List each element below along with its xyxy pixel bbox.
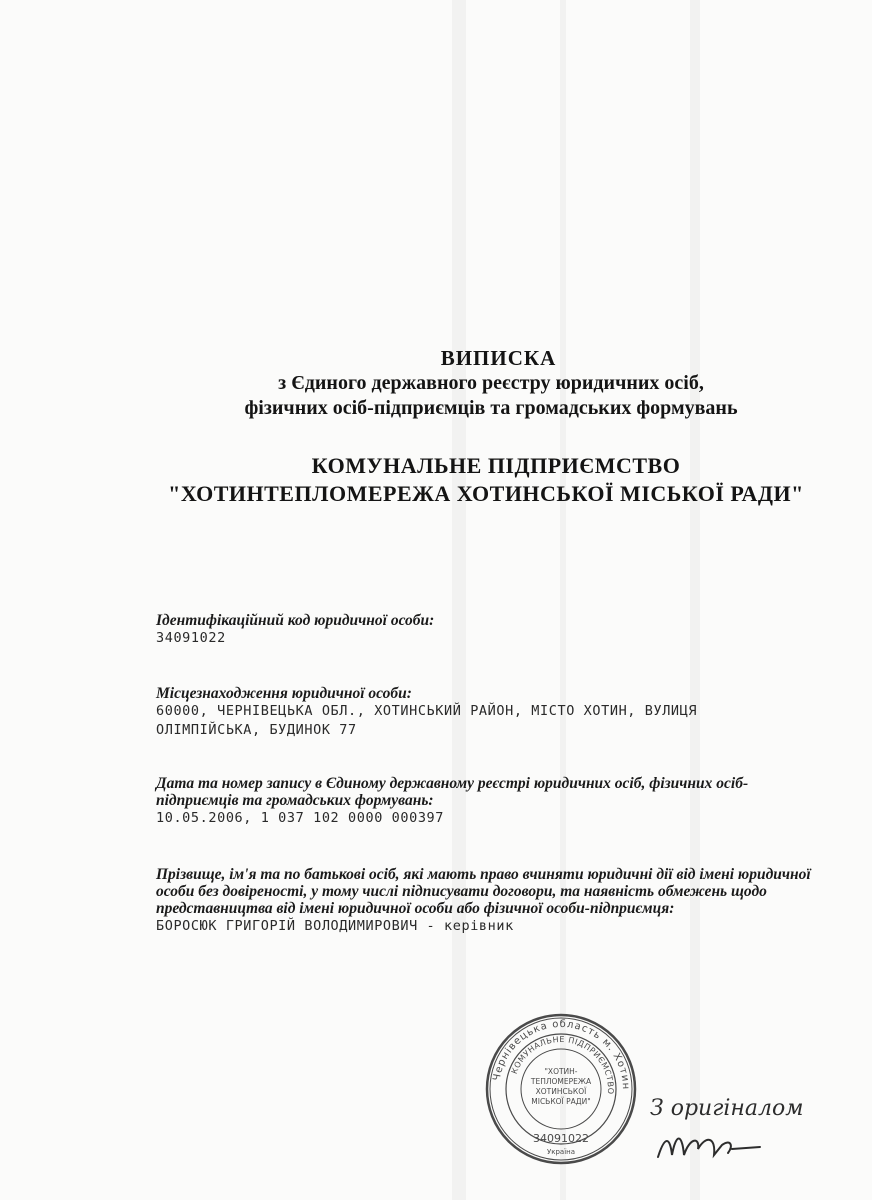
identification-code-label: Ідентифікаційний код юридичної особи:: [156, 612, 435, 629]
authorized-persons-field: [156, 866, 816, 936]
scan-streak: [452, 0, 466, 1200]
document-title: ВИПИСКА: [440, 346, 557, 370]
document-header: [0, 345, 872, 421]
document-subtitle-line1: з Єдиного державного реєстру юридичних осіб,: [278, 372, 704, 394]
authorized-persons-label: Прізвище, ім'я та по батькові осіб, які мають право вчиняти юридичні дії від імені юридичної особи без довіреності, у тому числі підписувати договори, та наявність обмежень щодо представництва від імені юридичної особи або фізичної особи-підприємця:: [156, 866, 811, 917]
seal-country: Україна: [546, 1148, 576, 1156]
location-label: Місцезнаходження юридичної особи:: [156, 685, 412, 702]
seal-code: 34091022: [533, 1132, 589, 1145]
location-field: [156, 685, 806, 740]
registration-record-label: Дата та номер запису в Єдиному державному реєстрі юридичних осіб, фізичних осіб-підприємців та громадських формувань:: [156, 775, 749, 809]
seal-center-line2: ТЕПЛОМЕРЕЖА: [530, 1077, 592, 1086]
organization-type: КОМУНАЛЬНЕ ПІДПРИЄМСТВО: [311, 453, 681, 478]
seal-center-line4: МІСЬКОЇ РАДИ": [531, 1097, 591, 1106]
registration-record-value: 10.05.2006, 1 037 102 0000 000397: [156, 810, 445, 826]
seal-center-line3: ХОТИНСЬКОЇ: [535, 1087, 587, 1096]
authorized-persons-value: БОРОСЮК ГРИГОРІЙ ВОЛОДИМИРОВИЧ - керівник: [156, 918, 514, 934]
seal-inner-text: КОМУНАЛЬНЕ ПІДПРИЄМСТВО: [509, 1034, 616, 1095]
signature-scribble: [658, 1139, 760, 1158]
identification-code-field: [156, 612, 806, 648]
document-subtitle-line2: фізичних осіб-підприємців та громадських формувань: [244, 397, 738, 419]
signature-area: [610, 1075, 820, 1175]
scan-streak: [690, 0, 700, 1200]
location-value: 60000, ЧЕРНІВЕЦЬКА ОБЛ., ХОТИНСЬКИЙ РАЙОН, МІСТО ХОТИН, ВУЛИЦЯ ОЛІМПІЙСЬКА, БУДИНОК 77: [156, 703, 706, 738]
registration-record-field: [156, 775, 796, 828]
organization-block: [0, 452, 872, 508]
seal-center-line1: "ХОТИН-: [544, 1067, 578, 1076]
identification-code-value: 34091022: [156, 630, 226, 646]
organization-name: "ХОТИНТЕПЛОМЕРЕЖА ХОТИНСЬКОЇ МІСЬКОЇ РАДИ": [168, 481, 804, 506]
handwritten-note: З оригіналом: [650, 1096, 804, 1121]
seal-outer-text: Чернівецька область м. Хотин: [491, 1018, 632, 1091]
